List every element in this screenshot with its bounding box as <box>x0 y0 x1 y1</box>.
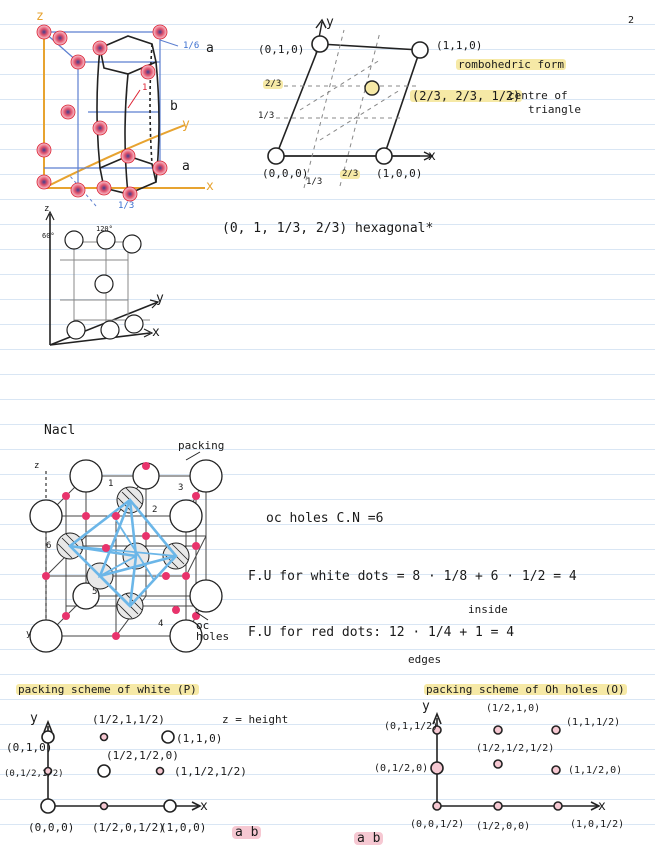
point-010: (0,1,0) <box>258 43 305 56</box>
scheme-p-y-label: y <box>30 711 38 726</box>
rhombohedric-form-label: rombohedric form <box>458 58 564 71</box>
edges-label: edges <box>408 653 442 666</box>
angle-60-label: 60° <box>42 232 55 240</box>
cell-x-label: x <box>152 325 160 340</box>
nacl-num-4: 4 <box>158 619 164 629</box>
p-pt-half-1-half: (1/2,1,1/2) <box>92 713 165 726</box>
point-100: (1,0,0) <box>376 167 423 180</box>
p-pt-0-half-half: (0,1/2,1/2) <box>4 769 64 779</box>
hex-z-label: z <box>36 9 44 24</box>
p-pt-110: (1,1,0) <box>176 732 223 745</box>
nacl-z-label: z <box>34 461 40 471</box>
tick-bottom-two-thirds: 2/3 <box>342 169 359 179</box>
centre-of-label: centre of <box>508 89 568 102</box>
point-110: (1,1,0) <box>436 39 483 52</box>
tick-bottom-one-third: 1/3 <box>306 177 323 187</box>
hexagonal-prism <box>97 36 159 194</box>
nacl-num-6: 6 <box>46 541 52 551</box>
o-pt-0-half-0: (0,1/2,0) <box>374 763 429 774</box>
p-pt-000: (0,0,0) <box>28 821 75 834</box>
nacl-num-3: 3 <box>178 483 184 493</box>
point-000: (0,0,0) <box>262 167 309 180</box>
p-pt-010: (0,1,0) <box>6 741 53 754</box>
hex-third-label: 1/3 <box>118 201 135 211</box>
hexagonal-note: (0, 1, 1/3, 2/3) hexagonal* <box>222 221 434 236</box>
hex-x-label: x <box>206 179 214 194</box>
p-pt-half-0-half: (1/2,0,1/2) <box>92 821 165 834</box>
scheme-p-x-label: x <box>200 799 208 814</box>
o-pt-half-0-0: (1/2,0,0) <box>476 821 531 832</box>
coordination-number: oc holes C.N =6 <box>266 511 384 526</box>
hex-a-top-label: a <box>206 41 214 56</box>
scheme-o-figure <box>431 714 599 810</box>
scheme-o-title: packing scheme of Oh holes (O) <box>426 683 625 696</box>
scheme-o-x-label: x <box>598 799 606 814</box>
cell-z-label: z <box>44 204 50 214</box>
o-pt-1-1-half: (1,1,1/2) <box>566 717 621 728</box>
hex-a-bottom-label: a <box>182 159 190 174</box>
scheme-o-ab: a b <box>354 832 383 845</box>
centroid-coords: (2/3, 2/3, 1/2) <box>412 89 521 103</box>
nacl-num-5: 5 <box>92 587 98 597</box>
page-number: 2 <box>628 15 635 26</box>
p-pt-1-half-half: (1,1/2,1/2) <box>174 765 247 778</box>
o-pt-half-half-half: (1/2,1/2,1/2) <box>476 743 555 754</box>
nacl-title: Nacl <box>44 423 76 438</box>
hex-y-label: y <box>182 117 190 132</box>
y-axis <box>44 125 185 188</box>
hex-b-label: b <box>170 99 178 114</box>
hex-frac-label: 1/6 <box>183 41 200 51</box>
tick-left-one-third: 1/3 <box>258 111 275 121</box>
nacl-cube-figure <box>30 452 222 652</box>
o-pt-0-0-half: (0,0,1/2) <box>410 819 465 830</box>
o-pt-1-0-half: (1,0,1/2) <box>570 819 625 830</box>
angle-120-label: 120° <box>96 225 113 233</box>
fu-white-dots: F.U for white dots = 8 · 1/8 + 6 · 1/2 = 4 <box>248 569 577 584</box>
fu-red-dots: F.U for red dots: 12 · 1/4 + 1 = 4 <box>248 625 515 640</box>
inside-label: inside <box>468 603 508 616</box>
nacl-y-label: y <box>26 629 32 639</box>
hex-one-label: 1 <box>142 83 148 93</box>
cell-y-label: y <box>156 291 164 306</box>
scheme-p-title: packing scheme of white (P) <box>18 683 197 696</box>
rhombus-x-label: x <box>428 149 436 164</box>
p-pt-half-half-0: (1/2,1/2,0) <box>106 749 179 762</box>
rhombus-y-label: y <box>326 15 334 30</box>
nacl-num-2: 2 <box>152 505 158 515</box>
triangle-label: triangle <box>528 103 581 116</box>
nacl-num-1: 1 <box>108 479 114 489</box>
oc-holes-label: oc holes <box>196 619 230 643</box>
scheme-p-ab: a b <box>232 826 261 839</box>
packing-label: packing <box>178 439 225 452</box>
z-height-note: z = height <box>222 713 289 726</box>
o-pt-half-1-0: (1/2,1,0) <box>486 703 541 714</box>
p-pt-100: (1,0,0) <box>160 821 207 834</box>
o-pt-0-1-half: (0,1,1/2) <box>384 721 439 732</box>
scheme-o-y-label: y <box>422 699 430 714</box>
tick-left-two-thirds: 2/3 <box>265 79 282 89</box>
o-pt-1-half-0: (1,1/2,0) <box>568 765 623 776</box>
